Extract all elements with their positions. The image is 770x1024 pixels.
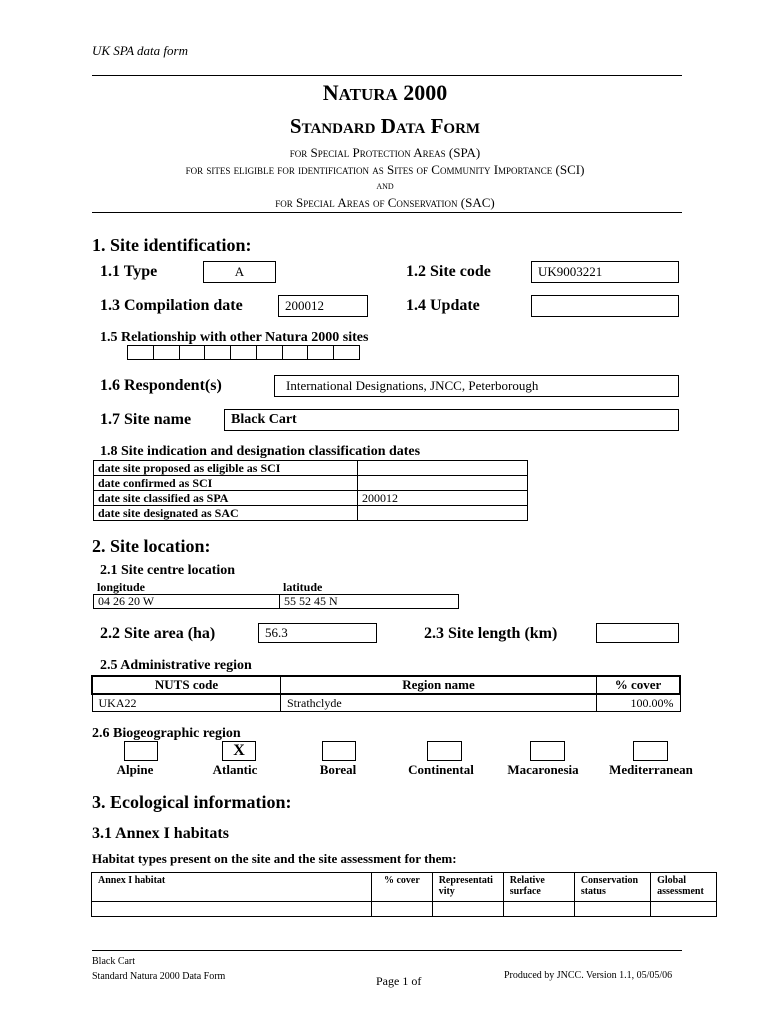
table-row <box>94 476 528 491</box>
biogeographic-heading: 2.6 Biogeographic region <box>92 726 241 741</box>
footer-rule <box>92 950 682 951</box>
relationship-label: 1.5 Relationship with other Natura 2000 sites <box>100 330 369 345</box>
footer-site-name: Black Cart <box>92 956 136 967</box>
habitat-cell[interactable] <box>503 902 574 917</box>
table-row <box>92 902 717 917</box>
site-length-label: 2.3 Site length (km) <box>424 625 558 642</box>
site-area-field[interactable]: 56.3 <box>258 623 377 643</box>
section-3-heading: 3. Ecological information: <box>92 792 292 812</box>
region-name-cell[interactable]: Strathclyde <box>281 694 597 712</box>
relationship-box[interactable] <box>231 346 257 359</box>
form-label: UK SPA data form <box>92 43 188 58</box>
title-rule <box>92 212 682 213</box>
date-value[interactable] <box>358 461 528 476</box>
compilation-date-label: 1.3 Compilation date <box>100 297 243 314</box>
site-length-field[interactable] <box>596 623 679 643</box>
subtitle-sac: for Special Areas of Conservation (SAC) <box>275 195 495 210</box>
designation-dates-table <box>93 460 528 521</box>
table-header-row <box>92 676 680 694</box>
date-label: date confirmed as SCI <box>94 476 358 491</box>
date-label: date site proposed as eligible as SCI <box>94 461 358 476</box>
column-header: % cover <box>597 676 681 694</box>
table-row <box>92 694 680 712</box>
habitat-table <box>91 872 717 917</box>
relationship-box[interactable] <box>154 346 180 359</box>
footer-page-number: Page 1 of <box>376 974 422 988</box>
update-field[interactable] <box>531 295 679 317</box>
nuts-code-cell[interactable]: UKA22 <box>92 694 281 712</box>
subtitle-and: and <box>376 180 394 192</box>
date-value[interactable] <box>358 506 528 521</box>
annex-habitats-heading: 3.1 Annex I habitats <box>92 825 229 842</box>
dates-heading: 1.8 Site indication and designation classification dates <box>100 444 421 459</box>
macaronesia-checkbox[interactable] <box>530 741 565 761</box>
date-value[interactable]: 200012 <box>358 491 528 506</box>
site-code-field[interactable]: UK9003221 <box>531 261 679 283</box>
relationship-box[interactable] <box>334 346 359 359</box>
date-value[interactable] <box>358 476 528 491</box>
habitat-cell[interactable] <box>372 902 433 917</box>
column-header: Region name <box>281 676 597 694</box>
relationship-box[interactable] <box>180 346 206 359</box>
boreal-checkbox[interactable] <box>322 741 356 761</box>
relationship-code-boxes[interactable] <box>127 345 360 360</box>
column-header: Conservation status <box>574 873 650 902</box>
habitat-intro: Habitat types present on the site and the site assessment for them: <box>92 851 457 866</box>
latitude-label: latitude <box>283 580 323 594</box>
page-title <box>0 80 770 106</box>
respondent-field[interactable]: International Designations, JNCC, Peterborough <box>274 375 679 397</box>
column-header: % cover <box>372 873 433 902</box>
site-name-field[interactable]: Black Cart <box>224 409 679 431</box>
cover-cell[interactable]: 100.00% <box>597 694 681 712</box>
title-year: 2000 <box>397 80 448 105</box>
relationship-box[interactable] <box>128 346 154 359</box>
section-1-heading: 1. Site identification: <box>92 235 252 255</box>
section-2-heading: 2. Site location: <box>92 536 211 556</box>
relationship-box[interactable] <box>257 346 283 359</box>
table-row <box>94 506 528 521</box>
atlantic-label: Atlantic <box>212 762 258 777</box>
relationship-box[interactable] <box>283 346 309 359</box>
column-header: NUTS code <box>92 676 281 694</box>
site-name-label: 1.7 Site name <box>100 411 192 428</box>
alpine-checkbox[interactable] <box>124 741 158 761</box>
mediterranean-label: Mediterranean <box>609 762 693 777</box>
macaronesia-label: Macaronesia <box>507 762 579 777</box>
column-header: Global assessment <box>651 873 717 902</box>
date-label: date site classified as SPA <box>94 491 358 506</box>
atlantic-checkbox[interactable]: X <box>222 741 256 761</box>
page-subtitle: Standard Data Form <box>289 114 481 138</box>
alpine-label: Alpine <box>116 762 154 777</box>
type-label: 1.1 Type <box>100 263 158 280</box>
continental-checkbox[interactable] <box>427 741 462 761</box>
column-header: Annex I habitat <box>92 873 372 902</box>
title-initial: N <box>322 80 339 105</box>
mediterranean-checkbox[interactable] <box>633 741 668 761</box>
table-row <box>94 491 528 506</box>
relationship-box[interactable] <box>205 346 231 359</box>
subtitle-spa: for Special Protection Areas (SPA) <box>289 145 481 160</box>
admin-region-heading: 2.5 Administrative region <box>100 658 252 673</box>
column-header: Representati vity <box>432 873 503 902</box>
header-rule <box>92 75 682 76</box>
habitat-cell[interactable] <box>92 902 372 917</box>
compilation-date-field[interactable]: 200012 <box>278 295 368 317</box>
footer-produced-by: Produced by JNCC. Version 1.1, 05/05/06 <box>504 970 673 981</box>
continental-label: Continental <box>408 762 474 777</box>
admin-region-table <box>91 675 681 712</box>
type-field[interactable]: A <box>203 261 276 283</box>
site-area-label: 2.2 Site area (ha) <box>100 625 216 642</box>
latitude-field[interactable]: 55 52 45 N <box>279 594 459 609</box>
update-label: 1.4 Update <box>406 297 480 314</box>
respondent-label: 1.6 Respondent(s) <box>100 377 222 394</box>
table-header-row <box>92 873 717 902</box>
habitat-cell[interactable] <box>574 902 650 917</box>
date-label: date site designated as SAC <box>94 506 358 521</box>
subtitle-sci: for sites eligible for identification as Sites of Community Importance (SCI) <box>185 162 585 177</box>
site-code-label: 1.2 Site code <box>406 263 491 280</box>
boreal-label: Boreal <box>319 762 357 777</box>
longitude-label: longitude <box>97 580 146 594</box>
habitat-cell[interactable] <box>651 902 717 917</box>
relationship-box[interactable] <box>308 346 334 359</box>
habitat-cell[interactable] <box>432 902 503 917</box>
longitude-field[interactable]: 04 26 20 W <box>93 594 280 609</box>
title-rest: ATURA <box>338 85 398 104</box>
table-row <box>94 461 528 476</box>
centre-location-heading: 2.1 Site centre location <box>100 563 236 578</box>
footer-form-name: Standard Natura 2000 Data Form <box>92 971 226 982</box>
column-header: Relative surface <box>503 873 574 902</box>
